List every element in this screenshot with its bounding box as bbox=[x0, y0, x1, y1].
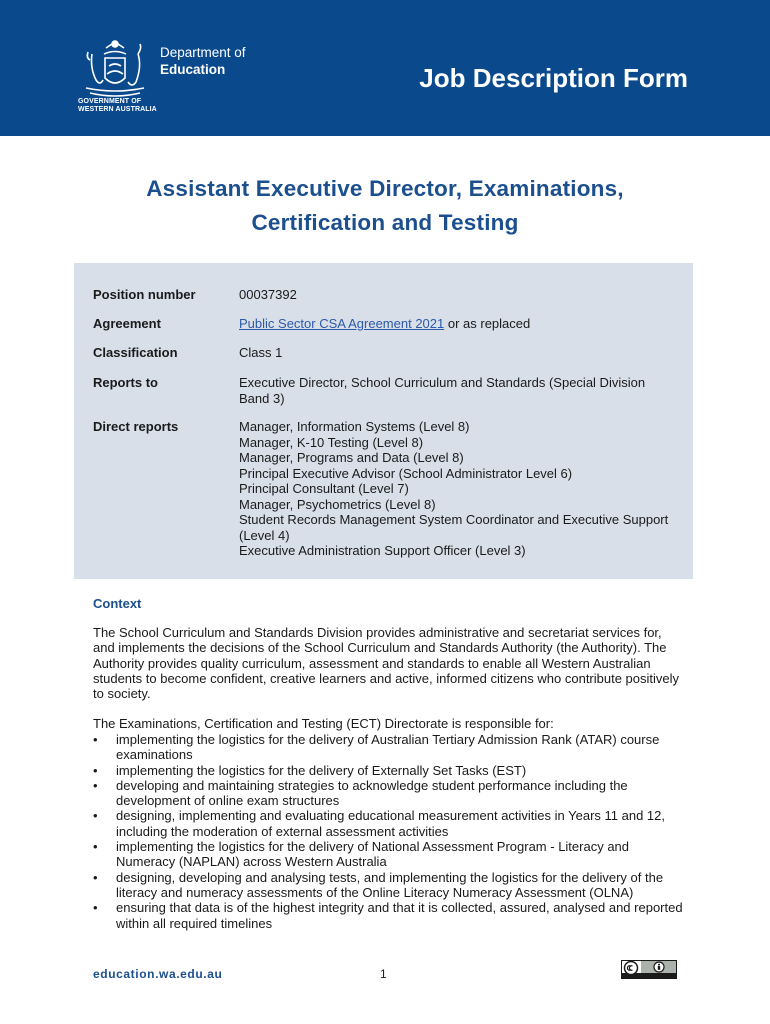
context-paragraph-1: The School Curriculum and Standards Division provides administrative and secretariat services for, and implements the decisions of the School Curriculum and Standards Authority (the Authority). The Authority provides quality curriculum, assessment and standards to enable all Western Australian students to become confident, creative learners and active, informed citizens who contribute positively to society. bbox=[93, 625, 680, 702]
agreement-link[interactable]: Public Sector CSA Agreement 2021 bbox=[239, 316, 445, 331]
agreement-label: Agreement bbox=[93, 316, 161, 331]
list-item bbox=[93, 763, 685, 778]
page-header bbox=[0, 0, 770, 136]
direct-report-item: Principal Executive Advisor (School Administrator Level 6) bbox=[239, 465, 573, 481]
list-item bbox=[93, 900, 685, 931]
list-item bbox=[93, 839, 685, 870]
list-item-text: ensuring that data is of the highest integrity and that it is collected, assured, analysed and reported within all required timelines bbox=[116, 900, 683, 931]
bullet-icon: • bbox=[93, 777, 98, 793]
direct-reports-list bbox=[239, 419, 669, 559]
reports-to-label: Reports to bbox=[93, 375, 158, 390]
direct-report-item: Student Records Management System Coordinator and Executive Support (Level 4) bbox=[239, 512, 669, 543]
department-line1: Department of bbox=[160, 45, 246, 60]
document-title-line2: Certification and Testing bbox=[251, 210, 519, 235]
bullet-icon: • bbox=[93, 808, 98, 824]
direct-report-item: Manager, Information Systems (Level 8) bbox=[239, 419, 470, 434]
list-item-text: implementing the logistics for the delivery of National Assessment Program - Literacy and Numeracy (NAPLAN) across Western Australia bbox=[116, 839, 630, 870]
position-number-value: 00037392 bbox=[239, 287, 297, 302]
government-line2: WESTERN AUSTRALIA bbox=[78, 106, 157, 113]
list-item-text: designing, implementing and evaluating educational measurement activities in Years 11 and 12, including the moderation of external assessment activities bbox=[116, 808, 666, 839]
list-item bbox=[93, 870, 685, 901]
footer-url[interactable]: education.wa.edu.au bbox=[93, 967, 223, 981]
list-item bbox=[93, 808, 685, 839]
direct-report-item: Manager, Psychometrics (Level 8) bbox=[239, 496, 436, 512]
document-title bbox=[0, 172, 770, 240]
bullet-icon: • bbox=[93, 900, 98, 916]
bullet-icon: • bbox=[93, 732, 98, 747]
list-item bbox=[93, 732, 685, 763]
list-item-text: implementing the logistics for the delivery of Australian Tertiary Admission Rank (ATAR) course examinations bbox=[116, 732, 660, 763]
government-label bbox=[78, 98, 168, 114]
creative-commons-by-icon bbox=[621, 960, 677, 979]
bullet-icon: • bbox=[93, 762, 98, 778]
classification-value: Class 1 bbox=[239, 345, 283, 360]
agreement-value bbox=[239, 316, 669, 332]
agreement-suffix: or as replaced bbox=[444, 316, 531, 331]
direct-reports-label: Direct reports bbox=[93, 419, 179, 434]
classification-label: Classification bbox=[93, 345, 178, 360]
context-heading: Context bbox=[93, 596, 142, 611]
reports-to-value: Executive Director, School Curriculum and Standards (Special Division Band 3) bbox=[239, 375, 646, 406]
form-title: Job Description Form bbox=[419, 63, 688, 93]
list-item-text: designing, developing and analysing tests, and implementing the logistics for the delivery of the literacy and numeracy assessments of the Online Literacy Numeracy Assessment (OLNA) bbox=[116, 869, 664, 900]
list-item-text: developing and maintaining strategies to acknowledge student performance including the development of online exam structures bbox=[116, 777, 628, 809]
list-item-text: implementing the logistics for the delivery of Externally Set Tasks (EST) bbox=[116, 762, 527, 778]
department-line2: Education bbox=[160, 62, 226, 77]
government-line1: GOVERNMENT OF bbox=[78, 98, 142, 105]
context-paragraph-2: The Examinations, Certification and Testing (ECT) Directorate is responsible for: bbox=[93, 716, 554, 731]
page-number: 1 bbox=[380, 967, 387, 981]
responsibilities-list bbox=[93, 732, 685, 931]
direct-report-item: Executive Administration Support Officer (Level 3) bbox=[239, 543, 526, 558]
direct-report-item: Manager, K-10 Testing (Level 8) bbox=[239, 434, 424, 450]
list-item bbox=[93, 778, 685, 809]
bullet-icon: • bbox=[93, 869, 98, 885]
document-title-line1: Assistant Executive Director, Examinations, bbox=[146, 176, 624, 201]
position-number-label: Position number bbox=[93, 287, 196, 302]
direct-report-item: Manager, Programs and Data (Level 8) bbox=[239, 450, 464, 465]
coat-of-arms-icon bbox=[76, 38, 154, 100]
bullet-icon: • bbox=[93, 839, 98, 855]
direct-report-item: Principal Consultant (Level 7) bbox=[239, 481, 409, 496]
